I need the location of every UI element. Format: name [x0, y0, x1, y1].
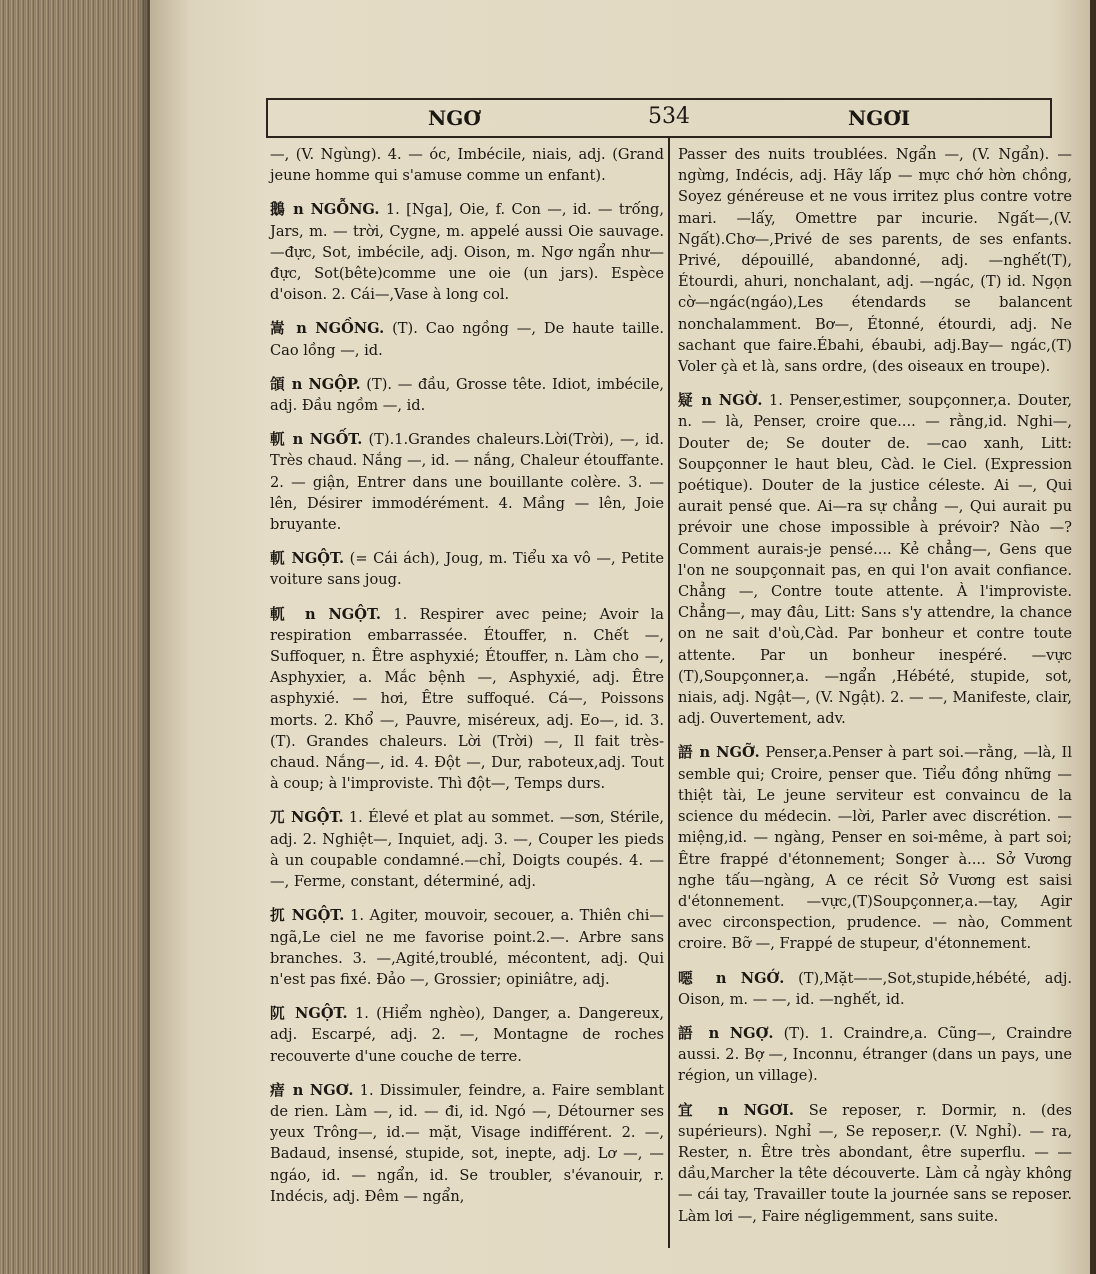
right-column [678, 144, 1072, 1240]
entry-text: (T). — đầu, Grosse tête. Idiot, imbécile, adj. Đầu ngồm —, id. [270, 375, 664, 415]
dictionary-entry [678, 1100, 1072, 1227]
dictionary-entry [270, 429, 664, 535]
entry-headword: 語 n NGỠ. [678, 744, 760, 762]
dictionary-entry [270, 1003, 664, 1067]
entry-text: —, (V. Ngùng). 4. — óc, Imbécile, niais, adj. (Grand jeune homme qui s'amuse comme un enfant). [270, 146, 664, 185]
entry-text: 1. Agiter, mouvoir, secouer, a. Thiên chi—ngã,Le ciel ne me favorise point.2.—. Arbre sans branches. 3. —,Agité,troublé, mécontent, adj. Qui n'est pas fixé. Đảo —, Grossier; opiniâtre, adj. [270, 907, 664, 988]
dictionary-entry [678, 390, 1072, 729]
header-right-guide-word: NGƠI [848, 106, 911, 130]
entry-text: (T). 1. Craindre,a. Cũng—, Craindre aussi. 2. Bợ —, Inconnu, étranger (dans un pays, une région, un village). [678, 1024, 1072, 1085]
entry-text: 1. (Hiểm nghèo), Danger, a. Dangereux, adj. Escarpé, adj. 2. —, Montagne de roches recouverte d'une couche de terre. [270, 1005, 665, 1065]
entry-headword: 語 n NGỢ. [678, 1024, 774, 1042]
entry-headword: 鵝 n NGỖNG. [270, 201, 380, 219]
dictionary-entry [270, 199, 664, 305]
entry-text: (T),Mặt——,Sot,stupide,hébété, adj. Oison, m. — —, id. —nghết, id. [678, 969, 1072, 1008]
entry-headword: 阢 NGỘT. [270, 1005, 348, 1023]
entry-headword: 兀 NGỘT. [270, 809, 344, 827]
entry-headword: 瘖 n NGƠ. [270, 1081, 354, 1099]
dictionary-entry [270, 548, 664, 590]
entry-text: Penser,a.Penser à part soi.—rằng, —là, Il semble qui; Croire, penser que. Tiểu đồng những — thiệt tài, Le jeune serviteur est convaincu de la science du médecin. —lời, Parler avec discrétion. —miệng,id. — ngàng, Penser en soi-même, à part soi; Être frappé d'étonnement; Songer à.... Sở Vương nghe tấu—ngàng, A ce récit Sở Vương est saisi d'étonnement. —vực,(T)Soupçonner,a.—tay, Agir avec circonspection, prudence. — nào, Comment croire. Bỡ —, Frappé de stupeur, d'étonnement. [678, 744, 1072, 953]
entry-text: (= Cái ách), Joug, m. Tiểu xa vô —, Petite voiture sans joug. [270, 550, 665, 589]
entry-text: 1. [Nga], Oie, f. Con —, id. — trống, Jars, m. — trời, Cygne, m. appelé aussi Oie sauvage. —đực, Sot, imbécile, adj. Oison, m. Ngơ ngẩn như—đực, Sot(bête)comme une oie (un jars). Espèce d'oison. 2. Cái—,Vase à long col. [270, 201, 664, 304]
dictionary-entry [270, 604, 664, 795]
dictionary-entry [270, 318, 664, 360]
entry-text: 1. Respirer avec peine; Avoir la respiration embarrassée. Étouffer, n. Chết —, Suffoquer, n. Être asphyxié; Étouffer, n. Làm cho —, Asphyxier, a. Mắc bệnh —, Asphyxié, adj. Être asphyxié. — hơi, Être suffoqué. Cá—, Poissons morts. 2. Khổ —, Pauvre, miséreux, adj. Eo—, id. 3. (T). Grandes chaleurs. Lời (Trời) —, Il fait très-chaud. Nắng—, id. 4. Đột —, Dur, raboteux,adj. Tout à coup; à l'improviste. Thì đột—, Temps durs. [270, 605, 664, 793]
dictionary-entry [270, 807, 664, 892]
entry-headword: 扤 NGỘT. [270, 907, 345, 925]
entry-headword: 軏 n NGỘT. [270, 605, 382, 623]
dictionary-entry [270, 1080, 664, 1207]
dictionary-entry [270, 374, 664, 416]
entry-text: 1. Élevé et plat au sommet. —sơn, Stérile, adj. 2. Nghiệt—, Inquiet, adj. 3. —, Couper les pieds à un coupable condamné.—chỉ, Doigts coupés. 4. — —, Ferme, constant, déterminé, adj. [270, 809, 665, 891]
dictionary-page [150, 0, 1090, 1274]
entry-text: Se reposer, r. Dormir, n. (des supérieurs). Nghỉ —, Se reposer,r. (V. Nghỉ). — ra, Rester, n. Être très abondant, être superflu. — — dầu,Marcher la tête découverte. Làm cả ngày không — cái tay, Travailler toute la journée sans se reposer. Làm lơi —, Faire négligemment, sans suite. [678, 1101, 1072, 1225]
left-column [270, 144, 664, 1220]
book-page-edges [0, 0, 150, 1274]
entry-headword: 嵩 n NGỒNG. [270, 320, 385, 338]
dictionary-entry [678, 742, 1072, 954]
entry-headword: 軏 NGỘT. [270, 550, 345, 568]
entry-text: 1. Penser,estimer, soupçonner,a. Douter, n. — là, Penser, croire que.... — rằng,id. Nghi—, Douter de; Se douter de. —cao xanh, Litt: Soupçonner le haut bleu, Càd. le Ciel. (Expression poétique). Douter de la justice céleste. Ai —, Qui aurait pensé que. Ai—ra sự chẳng —, Qui aurait pu prévoir une chose impossible à prévoir? Nào —? Comment aurais-je pensé.... Kẻ chẳng—, Gens que l'on ne soupçonnait pas, en qui l'on avait confiance. Chẳng —, Contre toute attente. À l'improviste. Chẳng—, may đâu, Litt: Sans s'y attendre, la chance on ne sait d'où,Càd. Par bonheur et contre toute attente. Par un bonheur inespéré. —vực (T),Soupçonner,a. —ngẩn ,Hébété, stupide, sot, niais, adj. Ngật—, (V. Ngật). 2. — —, Manifeste, clair, adj. Ouvertement, adv. [678, 392, 1072, 728]
header-left-guide-word: NGƠ [428, 106, 481, 130]
page-number: 534 [648, 104, 690, 129]
entry-text: (T). Cao ngồng —, De haute taille. Cao lồng —, id. [270, 320, 664, 359]
dictionary-entry [270, 905, 664, 990]
column-divider [668, 138, 670, 1248]
entry-headword: 頜 n NGỘP. [270, 375, 361, 393]
entry-headword: 宜 n NGƠI. [678, 1101, 795, 1119]
entry-headword: 軏 n NGỐT. [270, 431, 363, 449]
dictionary-entry [270, 144, 664, 186]
dictionary-entry [678, 968, 1072, 1010]
page-header [266, 98, 1052, 138]
entry-text: (T).1.Grandes chaleurs.Lời(Trời), —, id. Très chaud. Nắng —, id. — nắng, Chaleur étouffante. 2. — giận, Entrer dans une bouillante colère. 3. — lên, Désirer immodérément. 4. Mầng — lên, Joie bruyante. [270, 431, 664, 534]
entry-headword: 噁 n NGỚ. [678, 969, 785, 987]
dictionary-entry [678, 144, 1072, 377]
entry-headword: 疑 n NGỜ. [678, 392, 763, 410]
entry-text: 1. Dissimuler, feindre, a. Faire semblant de rien. Làm —, id. — đi, id. Ngó —, Détourner ses yeux Trông—, id.— mặt, Visage indifférent. 2. —, Badaud, insensé, stupide, sot, inepte, adj. Lơ —, — ngáo, id. — ngẩn, id. Se troubler, s'évanouir, r. Indécis, adj. Đêm — ngẩn, [270, 1081, 664, 1205]
entry-text: Passer des nuits troublées. Ngẩn —, (V. Ngẩn). — ngừng, Indécis, adj. Hãy lấp — mực chớ hờn chồng, Soyez généreuse et ne vous irritez plus contre votre mari. —lấy, Omettre par incurie. Ngất—,(V. Ngất).Chơ—,Privé de ses parents, de ses enfants. Privé, dépouillé, abandonné, adj. —nghết(T), Étourdi, ahuri, nonchalant, adj. —ngác, (T) id. Ngọn cờ—ngác(ngáo),Les étendards se balancent nonchalamment. Bơ—, Étonné, étourdi, adj. Ne sachant que faire.Ébahi, ébaubi, adj.Bay— ngác,(T) Voler çà et là, sans ordre, (des oiseaux en troupe). [678, 146, 1072, 376]
dictionary-entry [678, 1023, 1072, 1087]
